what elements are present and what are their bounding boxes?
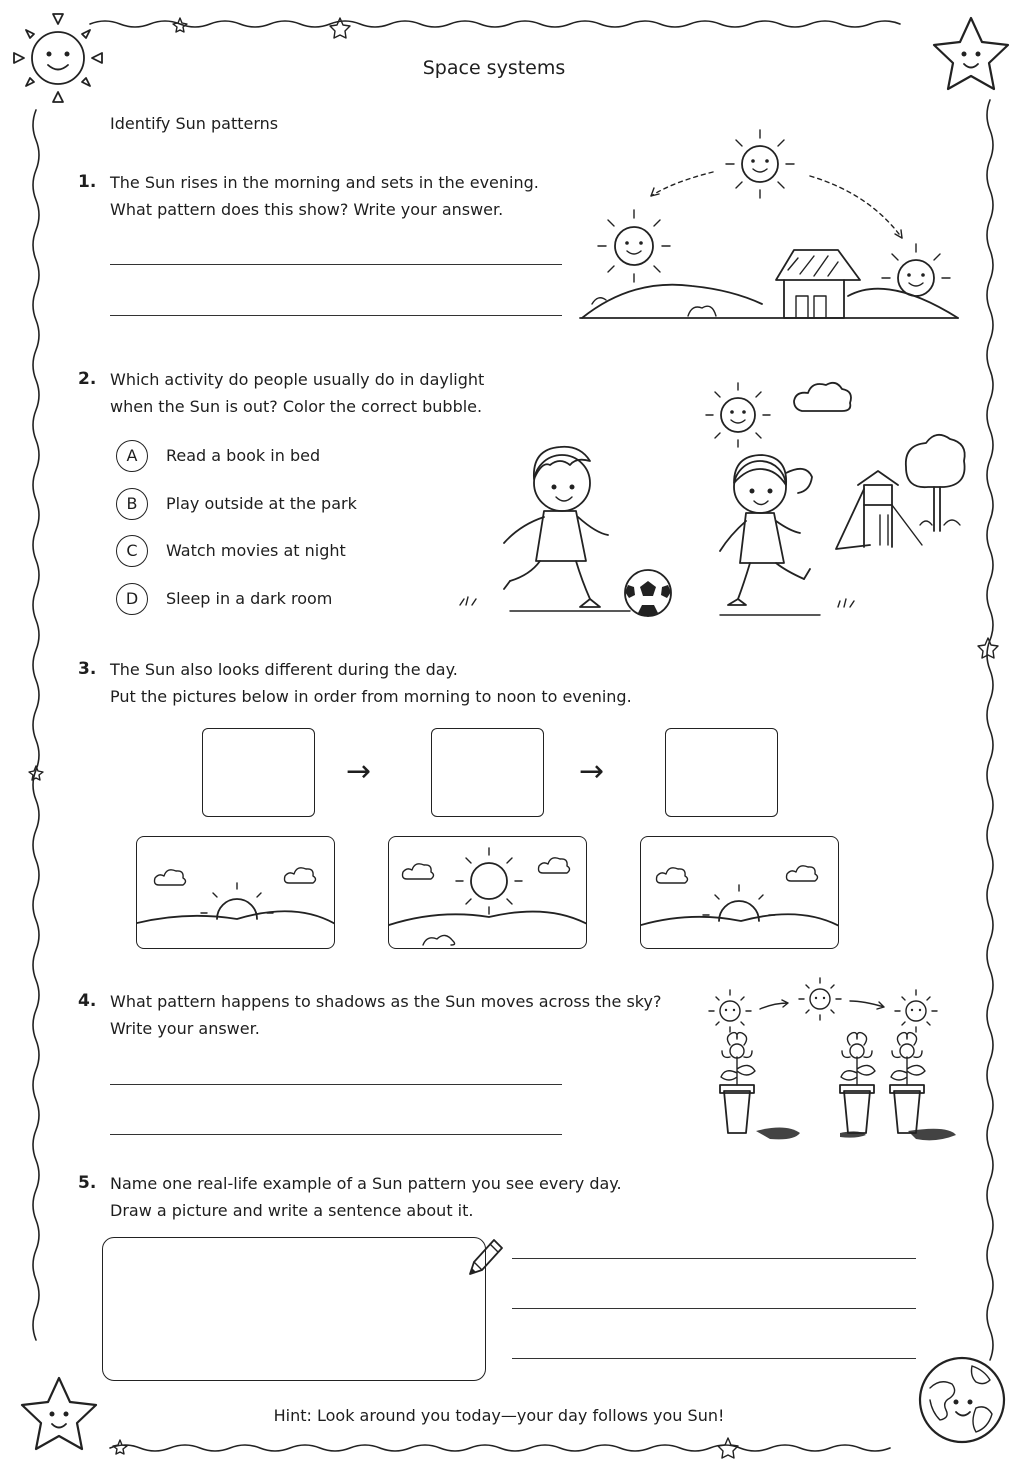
answer-bubble[interactable]: A [116, 440, 148, 472]
option-d-label: Sleep in a dark room [166, 589, 333, 608]
question-1-number: 1. [78, 172, 97, 192]
answer-line[interactable] [512, 1308, 916, 1309]
picture-noon[interactable] [388, 836, 587, 949]
girl-figure [720, 455, 812, 605]
answer-bubble[interactable]: D [116, 583, 148, 615]
answer-line[interactable] [110, 315, 562, 316]
question-4-number: 4. [78, 991, 97, 1011]
flower-pot-icon [746, 975, 866, 1138]
question-3-text: The Sun also looks different during the day. Put the pictures below in order from morning to noon to evening. [110, 660, 632, 706]
order-box-morning[interactable] [202, 728, 315, 817]
soccer-ball-icon [625, 570, 671, 617]
cloud-icon [787, 866, 818, 881]
question-3-number: 3. [78, 659, 97, 679]
sun-icon [799, 978, 841, 1020]
flower-pot-icon [840, 1033, 875, 1133]
sun-icon [709, 990, 751, 1032]
sun-icon [706, 383, 770, 447]
order-box-noon[interactable] [431, 728, 544, 817]
answer-line[interactable] [512, 1258, 916, 1259]
option-b-label: Play outside at the park [166, 494, 357, 513]
cloud-icon [539, 858, 570, 873]
question-4-text: What pattern happens to shadows as the Sun moves across the sky? Write your answer. [110, 992, 662, 1038]
boy-figure [504, 447, 608, 607]
flower-pot-icon [720, 1033, 800, 1140]
tree-icon [906, 435, 965, 531]
shadow-flowers-illustration [700, 975, 970, 1145]
question-5-number: 5. [78, 1173, 97, 1193]
sun-icon [726, 130, 794, 198]
cloud-icon [285, 868, 316, 883]
cloud-icon [794, 383, 851, 411]
sun-icon [598, 210, 670, 282]
flower-pot-icon [890, 1033, 956, 1141]
question-1-text: The Sun rises in the morning and sets in the evening. What pattern does this show? Write your answer. [110, 173, 539, 219]
sun-icon [882, 244, 950, 296]
answer-bubble[interactable]: C [116, 535, 148, 567]
option-b[interactable] [116, 488, 148, 520]
arrow-right-icon: → [579, 754, 605, 789]
playground-slide-icon [836, 471, 922, 549]
question-2-number: 2. [78, 369, 97, 389]
option-c[interactable] [116, 535, 148, 567]
answer-line[interactable] [110, 264, 562, 265]
option-a-label: Read a book in bed [166, 446, 321, 465]
hint-text: Hint: Look around you today—your day follows you Sun! [273, 1406, 725, 1425]
house-icon [776, 250, 860, 318]
worksheet-title: Space systems [422, 57, 566, 79]
worksheet-subtitle: Identify Sun patterns [110, 114, 279, 133]
cloud-icon [403, 864, 434, 879]
order-box-evening[interactable] [665, 728, 778, 817]
drawing-box[interactable] [102, 1237, 486, 1381]
sun-path-illustration [578, 128, 968, 328]
option-d[interactable] [116, 583, 148, 615]
arrow-right-icon: → [346, 754, 372, 789]
pencil-icon [464, 1236, 504, 1280]
sun-icon [895, 990, 937, 1032]
cloud-icon [155, 870, 186, 885]
kids-playing-illustration [450, 375, 970, 625]
cloud-icon [657, 868, 688, 883]
answer-bubble[interactable]: B [116, 488, 148, 520]
question-2-text: Which activity do people usually do in daylight when the Sun is out? Color the correct bubble. [110, 370, 485, 416]
earth-icon [914, 1352, 1010, 1448]
answer-line[interactable] [110, 1134, 562, 1135]
answer-line[interactable] [512, 1358, 916, 1359]
answer-line[interactable] [110, 1084, 562, 1085]
picture-sunset[interactable] [640, 836, 839, 949]
option-c-label: Watch movies at night [166, 541, 346, 560]
picture-sunrise[interactable] [136, 836, 335, 949]
option-a[interactable] [116, 440, 148, 472]
question-5-text: Name one real-life example of a Sun pattern you see every day. Draw a picture and write a sentence about it. [110, 1174, 622, 1220]
